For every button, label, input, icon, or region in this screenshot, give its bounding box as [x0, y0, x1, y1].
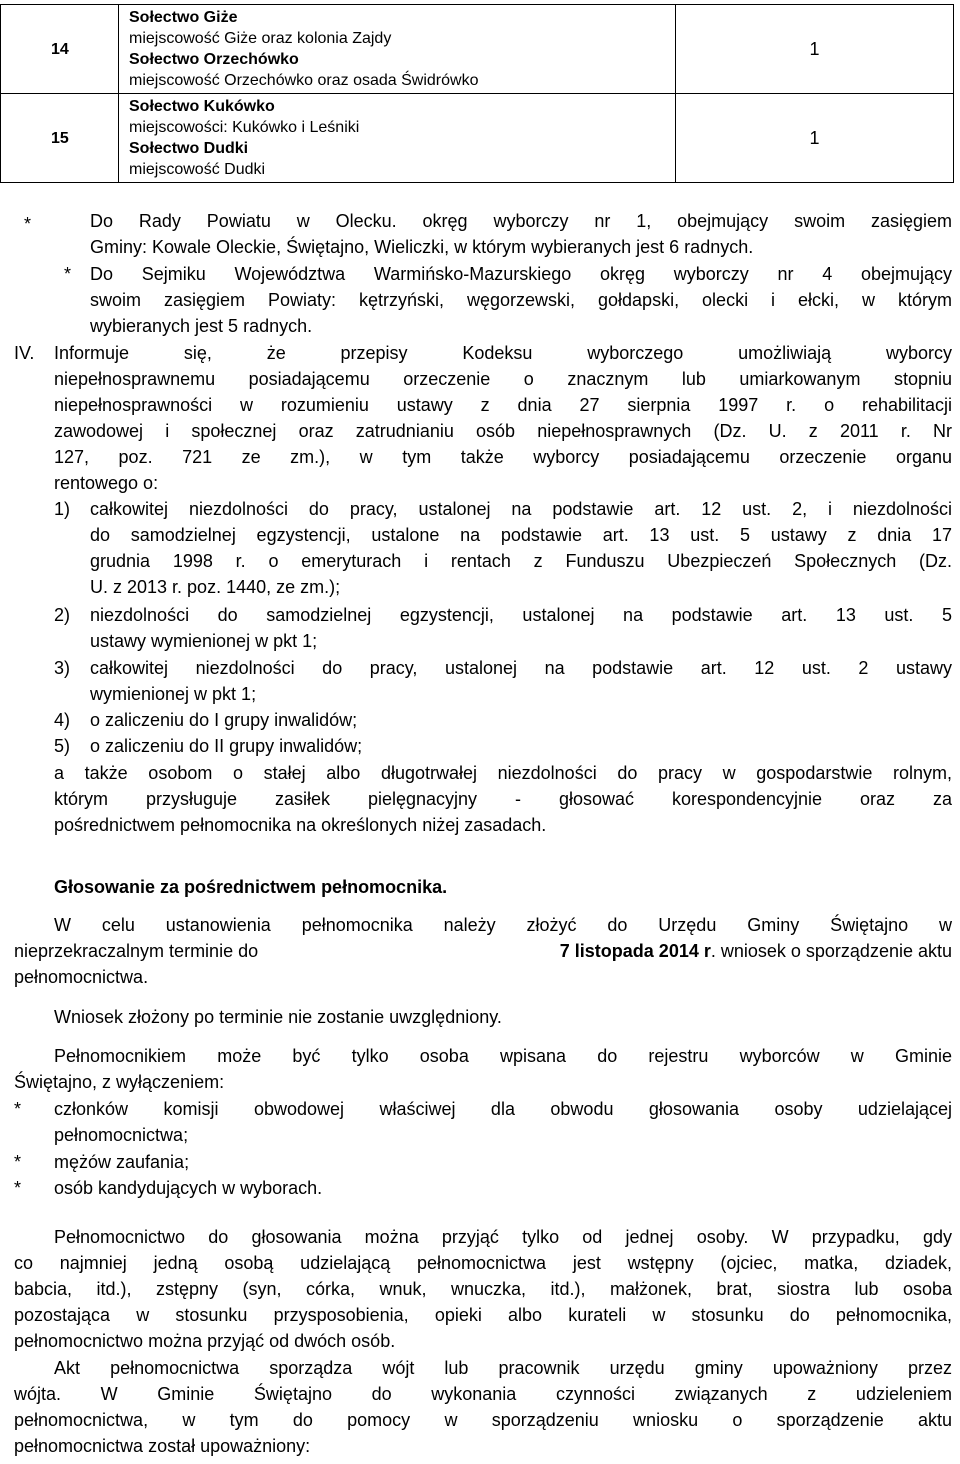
section-iv-line-4: zawodowej i społecznej oraz zatrudnianiu osób niepełnosprawnych (Dz. U. z 2011 r. Nr [54, 421, 952, 441]
deadline-date [560, 939, 952, 963]
list-item-1-line-3: grudnia 1998 r. o emeryturach i rentach z Funduszu Ubezpieczeń Społecznych (Dz. [90, 551, 952, 571]
locality-name: miejscowość Dudki [129, 161, 266, 178]
section-iv-line-2: niepełnosprawnemu posiadającemu orzeczenie o znacznym lub umiarkowanym stopniu [54, 369, 952, 389]
powiat-line-2: Gminy: Kowale Oleckie, Świętajno, Wieliczki, w którym wybieranych jest 6 radnych. [90, 237, 754, 257]
exclusion-1-line-1: członków komisji obwodowej właściwej dla obwodu głosowania osoby udzielającej [54, 1099, 952, 1119]
proxy-limit-line-1: Pełnomocnictwo do głosowania można przyjąć tylko od jednej osoby. W przypadku, gdy [54, 1227, 952, 1247]
sejmik-line-3: wybieranych jest 5 radnych. [90, 316, 313, 336]
bullet-marker: * [64, 264, 72, 284]
section-number: IV. [14, 343, 35, 363]
seat-count: 1 [676, 94, 954, 183]
list-item-5-line-1: o zaliczeniu do II grupy inwalidów; [90, 736, 363, 756]
list-item-number: 5) [54, 736, 71, 756]
bullet-marker: * [24, 214, 32, 234]
list-item-3-line-1: całkowitej niezdolności do pracy, ustalonej na podstawie art. 12 ust. 2 ustawy [90, 658, 952, 678]
proxy-eligibility-line-2: Świętajno, z wyłączeniem: [14, 1072, 225, 1092]
section-iv-line-6: rentowego o: [54, 473, 159, 493]
village-council-name: Sołectwo Giże [129, 9, 238, 26]
proxy-deadline-line-1: W celu ustanowienia pełnomocnika należy złożyć do Urzędu Gminy Świętajno w [54, 915, 952, 935]
proxy-deadline-line-2 [14, 939, 952, 963]
proxy-act-line-2: wójta. W Gminie Świętajno do wykonania czynności związanych z udzieleniem [14, 1384, 952, 1404]
powiat-line-1: Do Rady Powiatu w Olecku. okręg wyborczy nr 1, obejmujący swoim zasięgiem [90, 211, 952, 231]
list-item-number: 3) [54, 658, 71, 678]
proxy-limit-line-4: pozostająca w stosunku przysposobienia, opieki albo kurateli w stosunku do pełnomocnika, [14, 1305, 952, 1325]
village-council-name: Sołectwo Dudki [129, 140, 249, 157]
proxy-deadline-line-3: pełnomocnictwa. [14, 967, 149, 987]
district-number: 15 [1, 94, 119, 183]
deadline-date-value: 7 listopada 2014 r [559, 941, 711, 961]
village-council-name: Sołectwo Orzechówko [129, 51, 299, 68]
deadline-text-after: . wniosek o sporządzenie aktu [710, 941, 952, 961]
list-item-3-line-2: wymienionej w pkt 1; [90, 684, 257, 704]
section-iv-line-1: Informuje się, że przepisy Kodeksu wyborczego umożliwiają wyborcy [54, 343, 952, 363]
deadline-text-before: nieprzekraczalnym terminie do [14, 941, 259, 961]
bullet-marker: * [14, 1152, 22, 1172]
also-line-2: którym przysługuje zasiłek pielęgnacyjny - głosować korespondencyjnie oraz za [54, 789, 952, 809]
electoral-districts-table [0, 4, 954, 183]
also-line-3: pośrednictwem pełnomocnika na określonych niżej zasadach. [54, 815, 547, 835]
proxy-limit-line-2: co najmniej jedną osobą udzielającą pełnomocnictwa jest wstępny (ojciec, matka, dziadek, [14, 1253, 952, 1273]
late-application-note: Wniosek złożony po terminie nie zostanie uwzględniony. [54, 1007, 502, 1027]
seat-count: 1 [676, 5, 954, 94]
proxy-act-line-1: Akt pełnomocnictwa sporządza wójt lub pracownik urzędu gminy upoważniony przez [54, 1358, 952, 1378]
list-item-number: 4) [54, 710, 71, 730]
proxy-limit-line-5: pełnomocnictwo można przyjąć od dwóch osób. [14, 1331, 396, 1351]
section-iv-line-5: 127, poz. 721 ze zm.), w tym także wyborcy posiadającemu orzeczenie organu [54, 447, 952, 467]
exclusion-3: osób kandydujących w wyborach. [54, 1178, 323, 1198]
section-iv-line-3: niepełnosprawności w rozumieniu ustawy z dnia 27 sierpnia 1997 r. o rehabilitacji [54, 395, 952, 415]
list-item-4-line-1: o zaliczeniu do I grupy inwalidów; [90, 710, 358, 730]
district-number: 14 [1, 5, 119, 94]
district-description [119, 94, 676, 183]
locality-name: miejscowość Orzechówko oraz osada Świdrówko [129, 72, 479, 89]
also-line-1: a także osobom o stałej albo długotrwałej niezdolności do pracy w gospodarstwie rolnym, [54, 763, 952, 783]
proxy-act-line-3: pełnomocnictwa, w tym do pomocy w sporządzeniu wniosku o sporządzenie aktu [14, 1410, 952, 1430]
table-row [1, 5, 954, 94]
table-row [1, 94, 954, 183]
list-item-1-line-2: do samodzielnej egzystencji, ustalone na podstawie art. 13 ust. 5 ustawy z dnia 17 [90, 525, 952, 545]
list-item-1-line-1: całkowitej niezdolności do pracy, ustalonej na podstawie art. 12 ust. 2, i niezdolności [90, 499, 952, 519]
list-item-number: 2) [54, 605, 71, 625]
proxy-act-line-4: pełnomocnictwa został upoważniony: [14, 1436, 311, 1456]
district-description [119, 5, 676, 94]
village-council-name: Sołectwo Kukówko [129, 98, 275, 115]
list-item-2-line-1: niezdolności do samodzielnej egzystencji, ustalonej na podstawie art. 13 ust. 5 [90, 605, 952, 625]
exclusion-1-line-2: pełnomocnictwa; [54, 1125, 189, 1145]
list-item-number: 1) [54, 499, 71, 519]
proxy-eligibility-line-1: Pełnomocnikiem może być tylko osoba wpisana do rejestru wyborców w Gminie [54, 1046, 952, 1066]
bullet-marker: * [14, 1178, 22, 1198]
locality-name: miejscowość Giże oraz kolonia Zajdy [129, 30, 392, 47]
proxy-limit-line-3: babcia, itd.), zstępny (syn, córka, wnuk, wnuczka, itd.), małżonek, brat, siostra lub osoba [14, 1279, 952, 1299]
sejmik-line-1: Do Sejmiku Województwa Warmińsko-Mazurskiego okręg wyborczy nr 4 obejmujący [90, 264, 952, 284]
bullet-marker: * [14, 1099, 22, 1119]
list-item-2-line-2: ustawy wymienionej w pkt 1; [90, 631, 318, 651]
exclusion-2: mężów zaufania; [54, 1152, 190, 1172]
list-item-1-line-4: U. z 2013 r. poz. 1440, ze zm.); [90, 577, 341, 597]
locality-name: miejscowości: Kukówko i Leśniki [129, 119, 360, 136]
section-heading: Głosowanie za pośrednictwem pełnomocnika. [54, 877, 448, 897]
sejmik-line-2: swoim zasięgiem Powiaty: kętrzyński, węgorzewski, gołdapski, olecki i ełcki, w którym [90, 290, 952, 310]
